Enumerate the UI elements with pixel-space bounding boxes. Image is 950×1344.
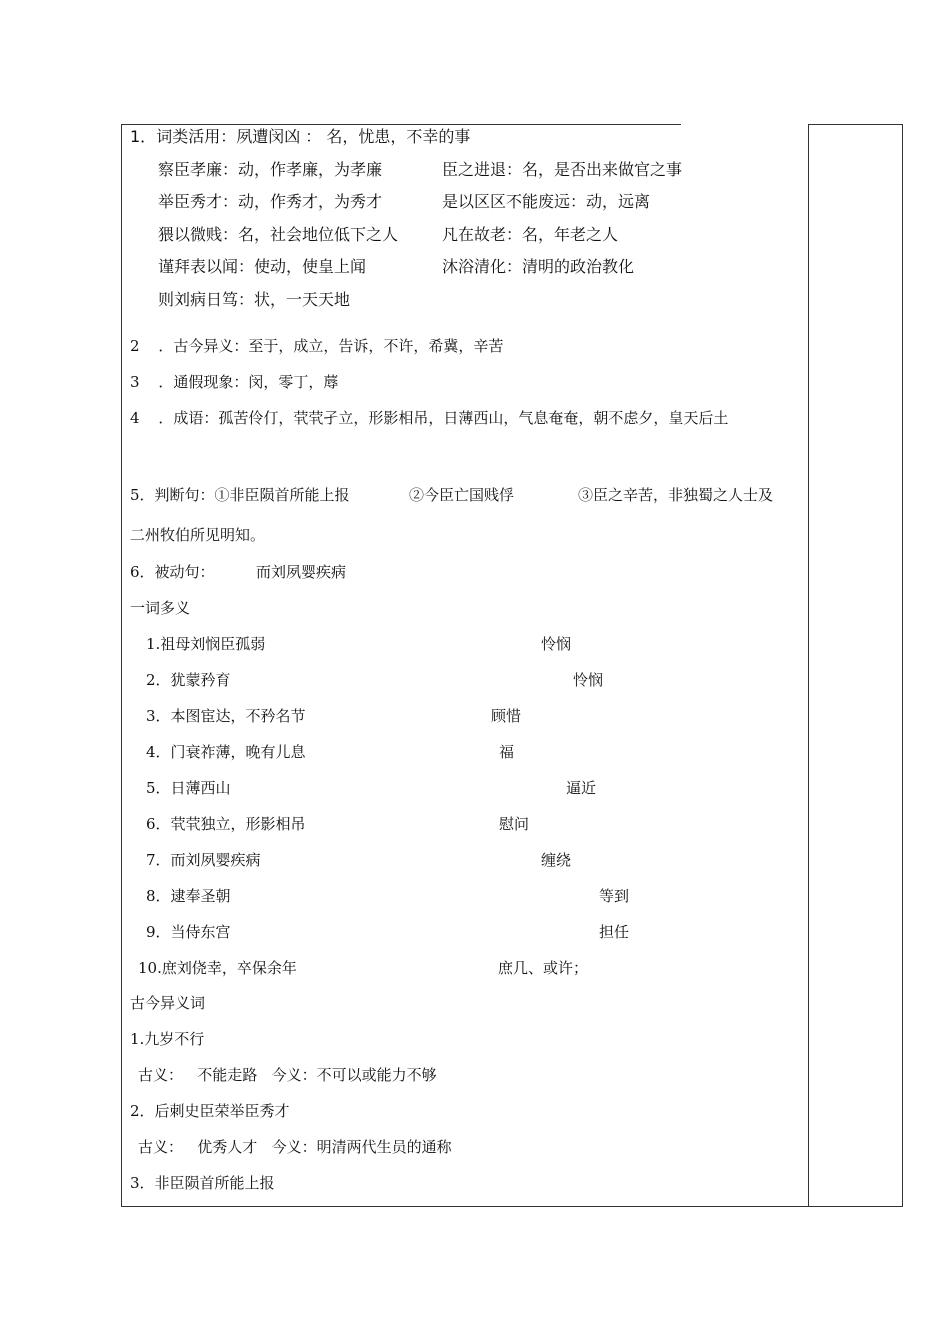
table-column-divider	[808, 124, 809, 1207]
section4	[130, 409, 728, 427]
section4-num: 4	[130, 409, 140, 427]
section5-part-c: ③臣之辛苦，非独蜀之人士及	[578, 486, 774, 504]
polysemy-item-7: 7．而刘夙婴疾病	[146, 851, 261, 869]
ancient-modern-item-3: 3．非臣陨首所能上报	[130, 1174, 275, 1192]
section2-text: ．古今异义：至于，成立，告诉，不许，希冀，辛苦	[158, 337, 504, 355]
section1-title: 词类活用：夙遭闵凶 ： 名，忧患，不幸的事	[156, 127, 471, 146]
table-border-top	[121, 124, 681, 125]
polysemy-item-3: 3．本图宦达，不矜名节	[146, 707, 306, 725]
polysemy-meaning-6: 慰问	[499, 815, 530, 833]
usage-item-right-2: 是以区区不能废远：动，远离	[442, 192, 651, 211]
table-border-top-right	[808, 124, 903, 125]
table-border-left	[121, 124, 122, 1207]
polysemy-meaning-4: 福	[499, 743, 515, 761]
polysemy-meaning-2: 怜悯	[573, 671, 604, 689]
usage-item-left-2: 举臣秀才：动，作秀才，为秀才	[158, 192, 383, 211]
section1-heading	[130, 128, 470, 146]
ancient-modern-item-2: 2．后刺史臣荣举臣秀才	[130, 1102, 290, 1120]
section5-line2: 二州牧伯所见明知。	[130, 526, 266, 544]
table-border-bottom	[121, 1206, 903, 1207]
section1-num: 1．	[130, 127, 157, 146]
polysemy-meaning-1: 怜悯	[541, 635, 572, 653]
ancient-modern-detail-1: 古义： 不能走路 今义：不可以或能力不够	[138, 1066, 437, 1084]
polysemy-item-6: 6．茕茕独立，形影相吊	[146, 815, 306, 833]
polysemy-item-2: 2．犹蒙矜育	[146, 671, 231, 689]
usage-item-right-1: 臣之进退：名，是否出来做官之事	[442, 160, 683, 179]
section3-num: 3	[130, 373, 140, 391]
polysemy-item-5: 5．日薄西山	[146, 779, 231, 797]
section6-label: 6．被动句：	[130, 563, 215, 581]
polysemy-meaning-8: 等到	[599, 887, 630, 905]
usage-item-right-4: 沐浴清化：清明的政治教化	[442, 257, 635, 276]
polysemy-item-9: 9．当侍东宫	[146, 923, 231, 941]
polysemy-meaning-7: 缠绕	[541, 851, 572, 869]
ancient-modern-item-1: 1.九岁不行	[130, 1030, 205, 1048]
polysemy-item-8: 8．逮奉圣朝	[146, 887, 231, 905]
section2	[130, 337, 503, 355]
usage-item-left-1: 察臣孝廉：动，作孝廉，为孝廉	[158, 160, 383, 179]
usage-item-left-3: 猥以微贱：名，社会地位低下之人	[158, 225, 399, 244]
usage-item-right-3: 凡在故老：名，年老之人	[442, 225, 619, 244]
polysemy-meaning-3: 顾惜	[491, 707, 522, 725]
section5-part-b: ②今臣亡国贱俘	[409, 486, 515, 504]
section5-part-a: 5．判断句：①非臣陨首所能上报	[130, 486, 350, 504]
ancient-modern-detail-2: 古义： 优秀人才 今义：明清两代生员的通称	[138, 1138, 452, 1156]
section3-text: ．通假现象：闵，零丁，蓐	[158, 373, 339, 391]
polysemy-item-1: 1.祖母刘悯臣孤弱	[146, 635, 266, 653]
polysemy-heading: 一词多义	[130, 599, 191, 617]
polysemy-meaning-5: 逼近	[566, 779, 597, 797]
section4-text: ．成语：孤苦伶仃，茕茕孑立，形影相吊，日薄西山，气息奄奄，朝不虑夕，皇天后土	[158, 409, 729, 427]
polysemy-meaning-10: 庶几、或许；	[498, 959, 589, 977]
polysemy-item-4: 4．门衰祚薄，晚有儿息	[146, 743, 306, 761]
section3	[130, 373, 338, 391]
section2-num: 2	[130, 337, 140, 355]
ancient-modern-heading: 古今异义词	[130, 994, 206, 1012]
usage-item-left-5: 则刘病日笃：状，一天天地	[158, 290, 351, 309]
section6-text: 而刘夙婴疾病	[256, 563, 347, 581]
usage-item-left-4: 谨拜表以闻：使动，使皇上闻	[158, 257, 367, 276]
polysemy-item-10: 10.庶刘侥幸，卒保余年	[138, 959, 297, 977]
polysemy-meaning-9: 担任	[599, 923, 630, 941]
table-border-right	[902, 124, 903, 1207]
